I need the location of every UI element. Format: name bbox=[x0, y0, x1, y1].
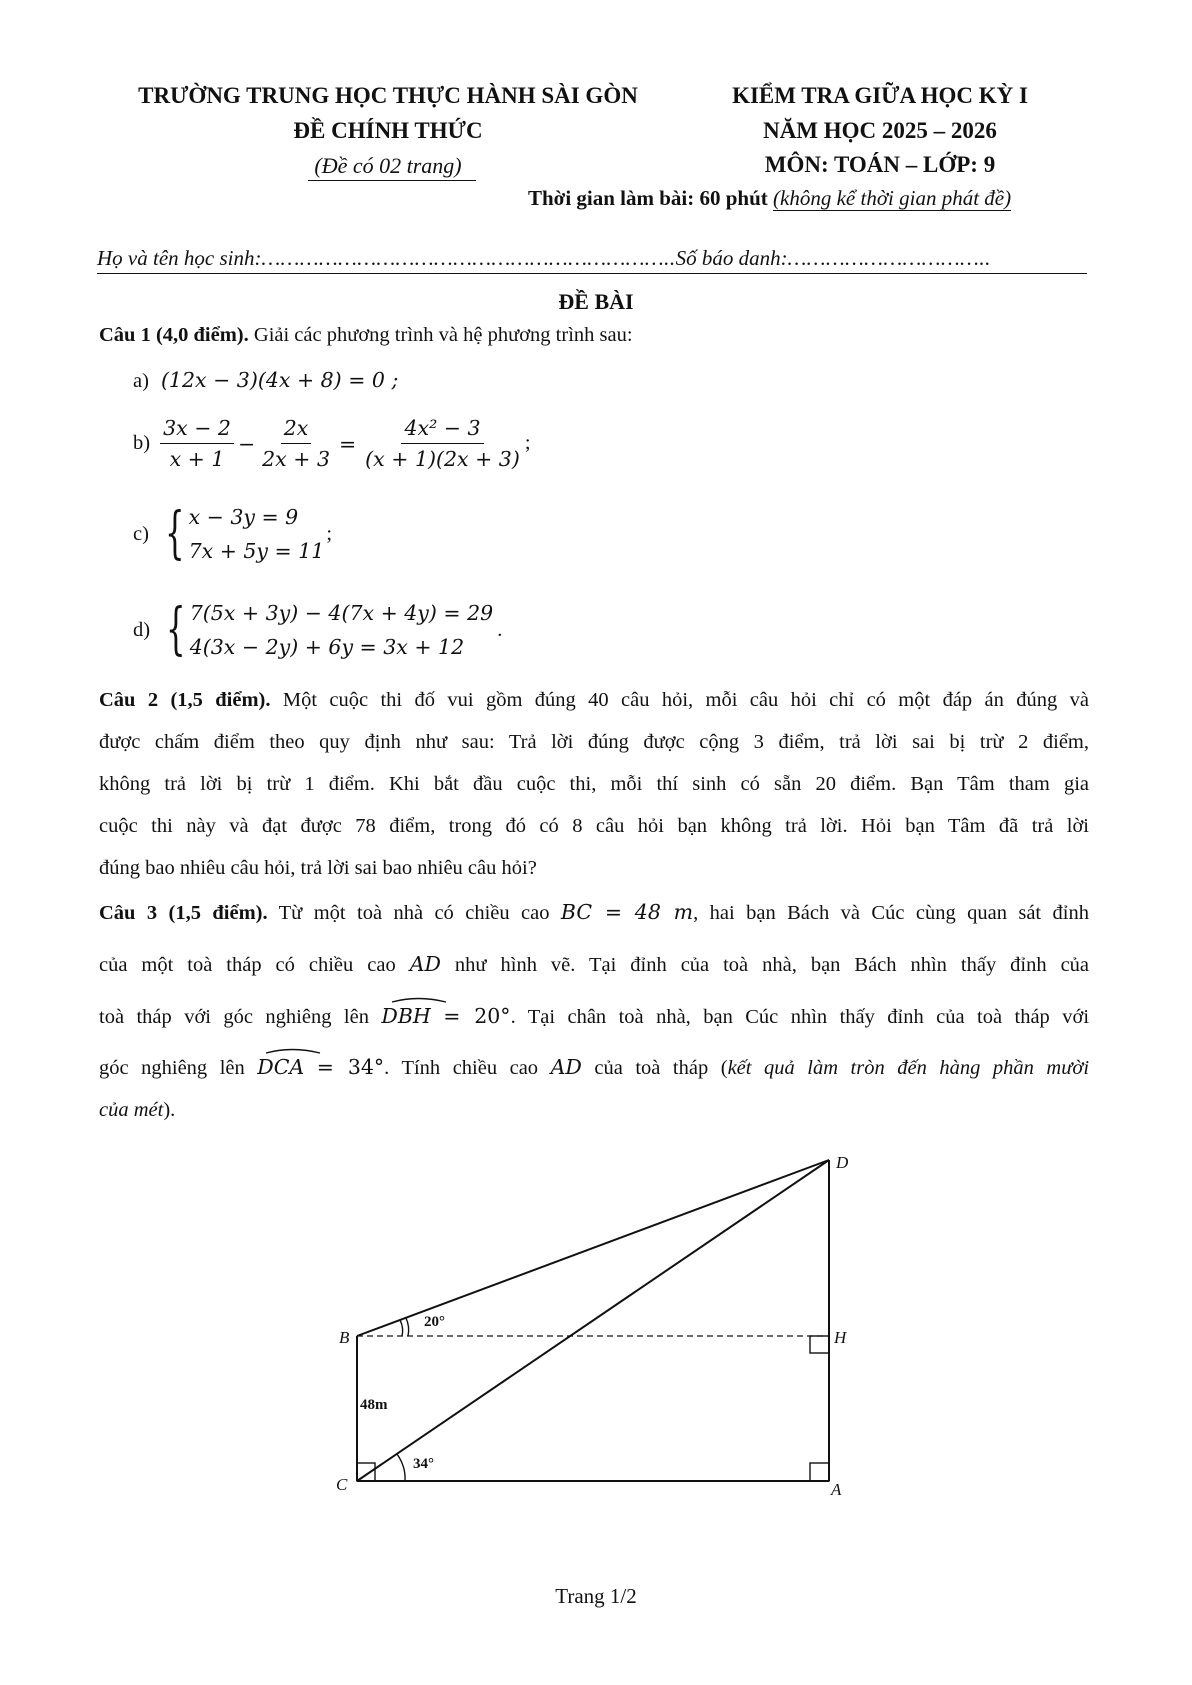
section-title: ĐỀ BÀI bbox=[558, 289, 634, 314]
q3-angle-dbh-value: = 20° bbox=[443, 1004, 511, 1028]
label-C: C bbox=[336, 1475, 348, 1494]
q1-c-label: c) bbox=[133, 522, 149, 545]
q1-b-end: ; bbox=[524, 432, 531, 454]
q1-d-label: d) bbox=[133, 618, 151, 641]
angle-label-34: 34° bbox=[413, 1456, 434, 1472]
q1-b-equals: = bbox=[338, 431, 357, 456]
q3-text-5a: của mét bbox=[99, 1099, 164, 1121]
q2-line-3: không trả lời bị trừ 1 điểm. Khi bắt đầu cuộc thi, mỗi thí sinh có sẵn 20 điểm. Bạn Tâm tham gia bbox=[99, 773, 1089, 795]
student-name-field[interactable]: ……………………………………………………….. bbox=[261, 246, 676, 270]
time-note: (không kể thời gian phát đề) bbox=[773, 186, 1012, 210]
q3-text-2a: của một toà tháp có chiều cao bbox=[99, 954, 396, 976]
q3-text-4g: kết quả làm tròn đến hàng phần mười bbox=[727, 1057, 1090, 1079]
q2-line-4: cuộc thi này và đạt được 78 điểm, trong đó có 8 câu hỏi bạn không trả lời. Hỏi bạn Tâm đã trả lời bbox=[99, 815, 1089, 837]
subject-grade: MÔN: TOÁN – LỚP: 9 bbox=[764, 152, 996, 177]
label-D: D bbox=[836, 1153, 849, 1172]
angle-arc-B-2 bbox=[406, 1318, 409, 1336]
angle-label-20: 20° bbox=[424, 1314, 445, 1330]
student-name-label: Họ và tên học sinh: bbox=[97, 246, 262, 270]
label-H: H bbox=[834, 1328, 847, 1347]
student-id-field[interactable]: ………………………….. bbox=[787, 246, 991, 270]
q1-d-end: . bbox=[497, 618, 503, 641]
q3-ad-1: AD bbox=[409, 952, 441, 976]
student-id-label: Số báo danh: bbox=[675, 246, 788, 270]
q3-text-4d: . Tính chiều cao bbox=[384, 1057, 539, 1079]
q3-text-1c: , hai bạn Bách và Cúc cùng quan sát đỉnh bbox=[693, 902, 1089, 924]
label-A: A bbox=[831, 1480, 842, 1499]
q1-instruction: Giải các phương trình và hệ phương trình sau: bbox=[253, 324, 633, 346]
side-label-48m: 48m bbox=[360, 1397, 388, 1413]
q3-text-5b: ). bbox=[163, 1099, 176, 1121]
q3-angle-dca: DCA bbox=[257, 1055, 305, 1079]
q1-a-label: a) bbox=[133, 370, 149, 392]
angle-arc-B-1 bbox=[400, 1320, 403, 1336]
q1-title: Câu 1 (4,0 điểm). bbox=[99, 324, 249, 346]
page-number: Trang 1/2 bbox=[555, 1584, 637, 1608]
right-angle-A bbox=[810, 1463, 829, 1481]
q1-c-eq2: 7x + 5y = 11 bbox=[188, 539, 325, 563]
q3-angle-dca-value: = 34° bbox=[316, 1055, 385, 1079]
q1-c-brace: { bbox=[164, 501, 185, 566]
pages-note: (Đề có 02 trang) bbox=[314, 153, 462, 178]
q3-text-4f: của toà tháp ( bbox=[594, 1057, 728, 1079]
q1-d-eq1: 7(5x + 3y) − 4(7x + 4y) = 29 bbox=[189, 601, 494, 625]
q2-line-2: được chấm điểm theo quy định như sau: Trả lời đúng được cộng 3 điểm, trả lời sai bị trừ 2 điểm, bbox=[99, 731, 1089, 753]
angle-arc-C bbox=[397, 1454, 405, 1481]
label-B: B bbox=[339, 1328, 350, 1347]
q2-line-5: đúng bao nhiêu câu hỏi, trả lời sai bao nhiêu câu hỏi? bbox=[99, 857, 537, 879]
q3-angle-dbh: DBH bbox=[381, 1004, 431, 1028]
q3-text-1a: Từ một toà nhà có chiều cao bbox=[278, 902, 550, 924]
q3-text-3a: toà tháp với góc nghiêng lên bbox=[99, 1006, 369, 1028]
official-exam-label: ĐỀ CHÍNH THỨC bbox=[293, 118, 483, 143]
q3-text-3d: . Tại chân toà nhà, bạn Cúc nhìn thấy đỉnh của toà tháp với bbox=[510, 1006, 1090, 1028]
segment-BD bbox=[357, 1160, 829, 1336]
q1-d-brace: { bbox=[166, 597, 186, 662]
right-angle-H bbox=[810, 1336, 829, 1353]
q3-text-2c: như hình vẽ. Tại đỉnh của toà nhà, bạn Bách nhìn thấy đỉnh của bbox=[454, 954, 1090, 976]
school-year: NĂM HỌC 2025 – 2026 bbox=[763, 118, 997, 143]
time-label: Thời gian làm bài: 60 phút bbox=[528, 186, 768, 210]
q1-d-eq2: 4(3x − 2y) + 6y = 3x + 12 bbox=[189, 635, 465, 659]
exam-title: KIỂM TRA GIỮA HỌC KỲ I bbox=[732, 83, 1028, 108]
q1-b-f3-denominator: (x + 1)(2x + 3) bbox=[365, 446, 520, 471]
school-name: TRƯỜNG TRUNG HỌC THỰC HÀNH SÀI GÒN bbox=[138, 83, 638, 108]
q1-b-label: b) bbox=[133, 432, 151, 454]
q1-b-minus: − bbox=[237, 431, 256, 456]
q1-c-end: ; bbox=[326, 522, 333, 545]
q3-ad-2: AD bbox=[550, 1055, 582, 1079]
q1-b-f1-numerator: 3x − 2 bbox=[160, 418, 234, 444]
q3-title: Câu 3 (1,5 điểm). bbox=[99, 902, 268, 924]
q3-bc-value: BC = 48 m bbox=[560, 900, 694, 924]
q1-b-f1-denominator: x + 1 bbox=[169, 446, 225, 471]
q1-c-eq1: x − 3y = 9 bbox=[188, 505, 299, 529]
q1-b-f3-numerator: 4x² − 3 bbox=[401, 418, 483, 444]
q1-a-equation: (12x − 3)(4x + 8) = 0 ; bbox=[160, 368, 399, 392]
q3-text-4a: góc nghiêng lên bbox=[99, 1057, 245, 1079]
q2-title: Câu 2 (1,5 điểm). bbox=[99, 689, 271, 711]
q1-b-f2-numerator: 2x bbox=[281, 418, 312, 444]
q1-b-f2-denominator: 2x + 3 bbox=[262, 446, 330, 471]
q2-text-1: Một cuộc thi đố vui gồm đúng 40 câu hỏi, mỗi câu hỏi chỉ có một đáp án đúng và bbox=[282, 689, 1089, 711]
